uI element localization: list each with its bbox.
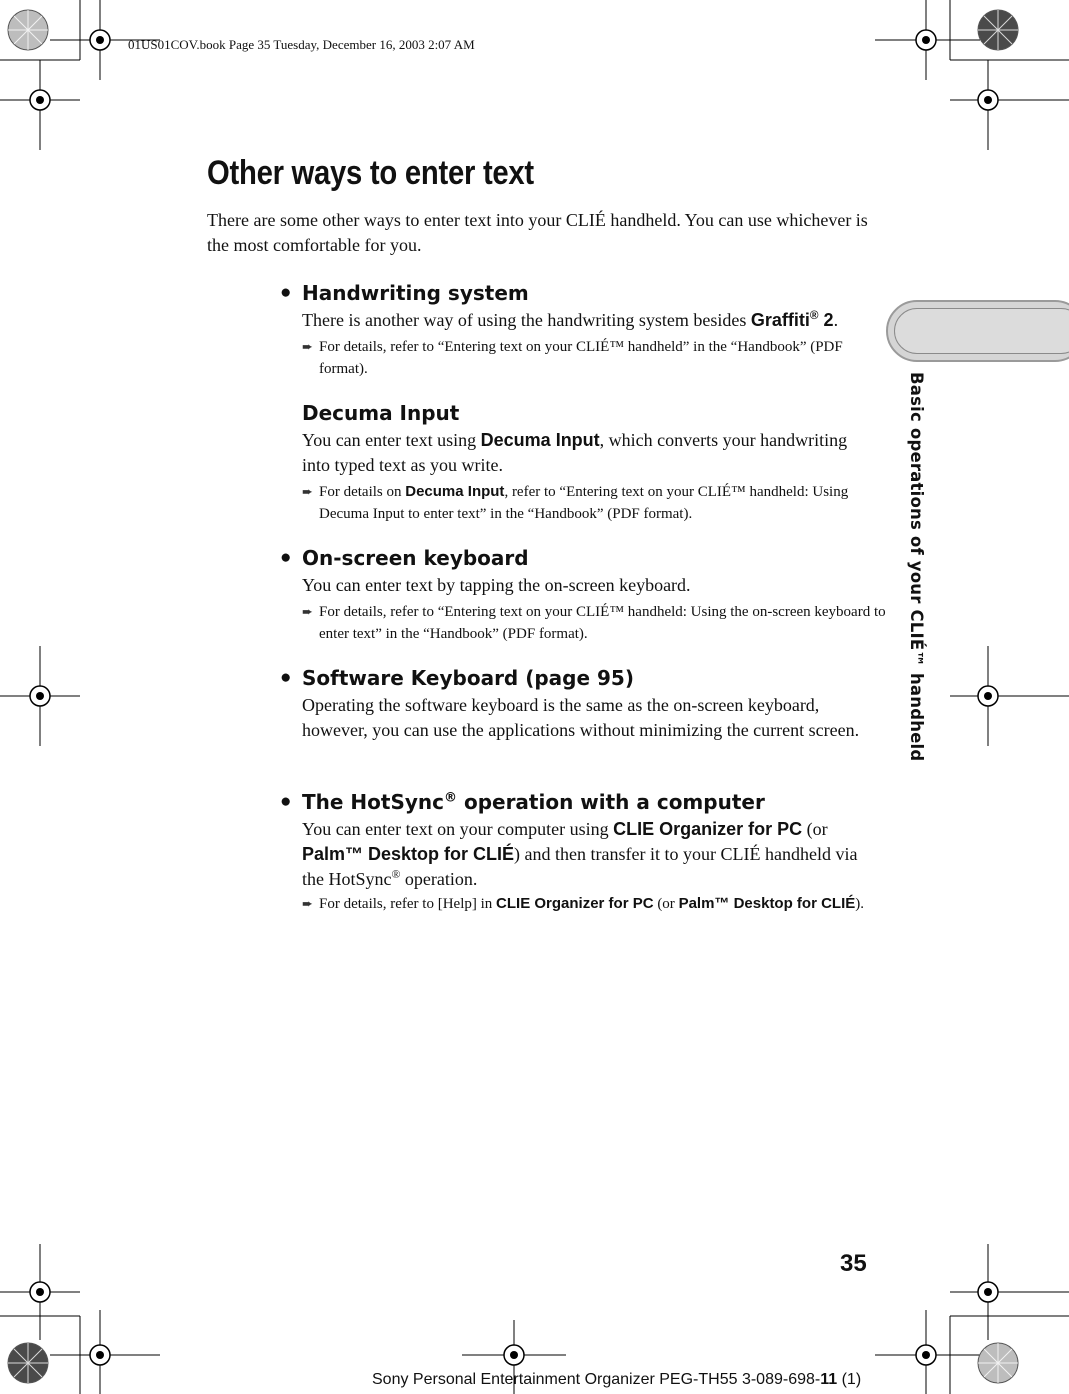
arrow-icon: ➨ [302,604,313,619]
chapter-tab [886,300,1069,362]
bullet-icon: ● [280,791,292,812]
section-heading: Handwriting system [302,281,529,305]
print-footer: Sony Personal Entertainment Organizer PEG-TH55 3-089-698-11 (1) [372,1371,862,1388]
reference-note: ➨ For details, refer to “Entering text on your CLIÉ™ handheld” in the “Handbook” (PDF format). [302,336,889,380]
section-heading: Software Keyboard (page 95) [302,666,634,690]
print-header-info: 01US01COV.book Page 35 Tuesday, December 16, 2003 2:07 AM [128,37,475,52]
reference-note: ➨ For details, refer to [Help] in CLIE Organizer for PC (or Palm™ Desktop for CLIÉ). [302,893,889,915]
subsection-heading: Decuma Input [302,401,460,425]
section-body: Operating the software keyboard is the same as the on-screen keyboard, however, you can use the applications without minimizing the current screen. [302,695,860,740]
page-title: Other ways to enter text [207,154,534,192]
section-body: You can enter text on your computer using CLIE Organizer for PC (or Palm™ Desktop for CLIÉ) and then transfer it to your CLIÉ handheld via the HotSync® operation. [302,819,858,889]
arrow-icon: ➨ [302,896,313,911]
bullet-icon: ● [280,282,292,303]
arrow-icon: ➨ [302,484,313,499]
bullet-icon: ● [280,667,292,688]
section-heading: The HotSync® operation with a computer [302,790,765,814]
page-number: 35 [840,1250,867,1277]
reference-note: ➨ For details on Decuma Input, refer to “Entering text on your CLIÉ™ handheld: Using Decuma Input to enter text” in the “Handbook” (PDF format). [302,483,849,522]
arrow-icon: ➨ [302,339,313,354]
section-heading: On-screen keyboard [302,546,529,570]
bullet-icon: ● [280,547,292,568]
reference-note: ➨ For details, refer to “Entering text on your CLIÉ™ handheld: Using the on-screen keyboard to enter text” in the “Handbook” (PDF format). [302,601,889,645]
intro-paragraph: There are some other ways to enter text into your CLIÉ handheld. You can use whichever is the most comfortable for you. [207,210,868,255]
section-body: You can enter text by tapping the on-screen keyboard. [302,575,691,595]
section-body: You can enter text using Decuma Input, which converts your handwriting into typed text as you write. [302,430,848,475]
chapter-sidebar-label: Basic operations of your CLIÉ™ handheld [907,372,926,762]
section-body: There is another way of using the handwriting system besides Graffiti® 2. [302,309,839,330]
